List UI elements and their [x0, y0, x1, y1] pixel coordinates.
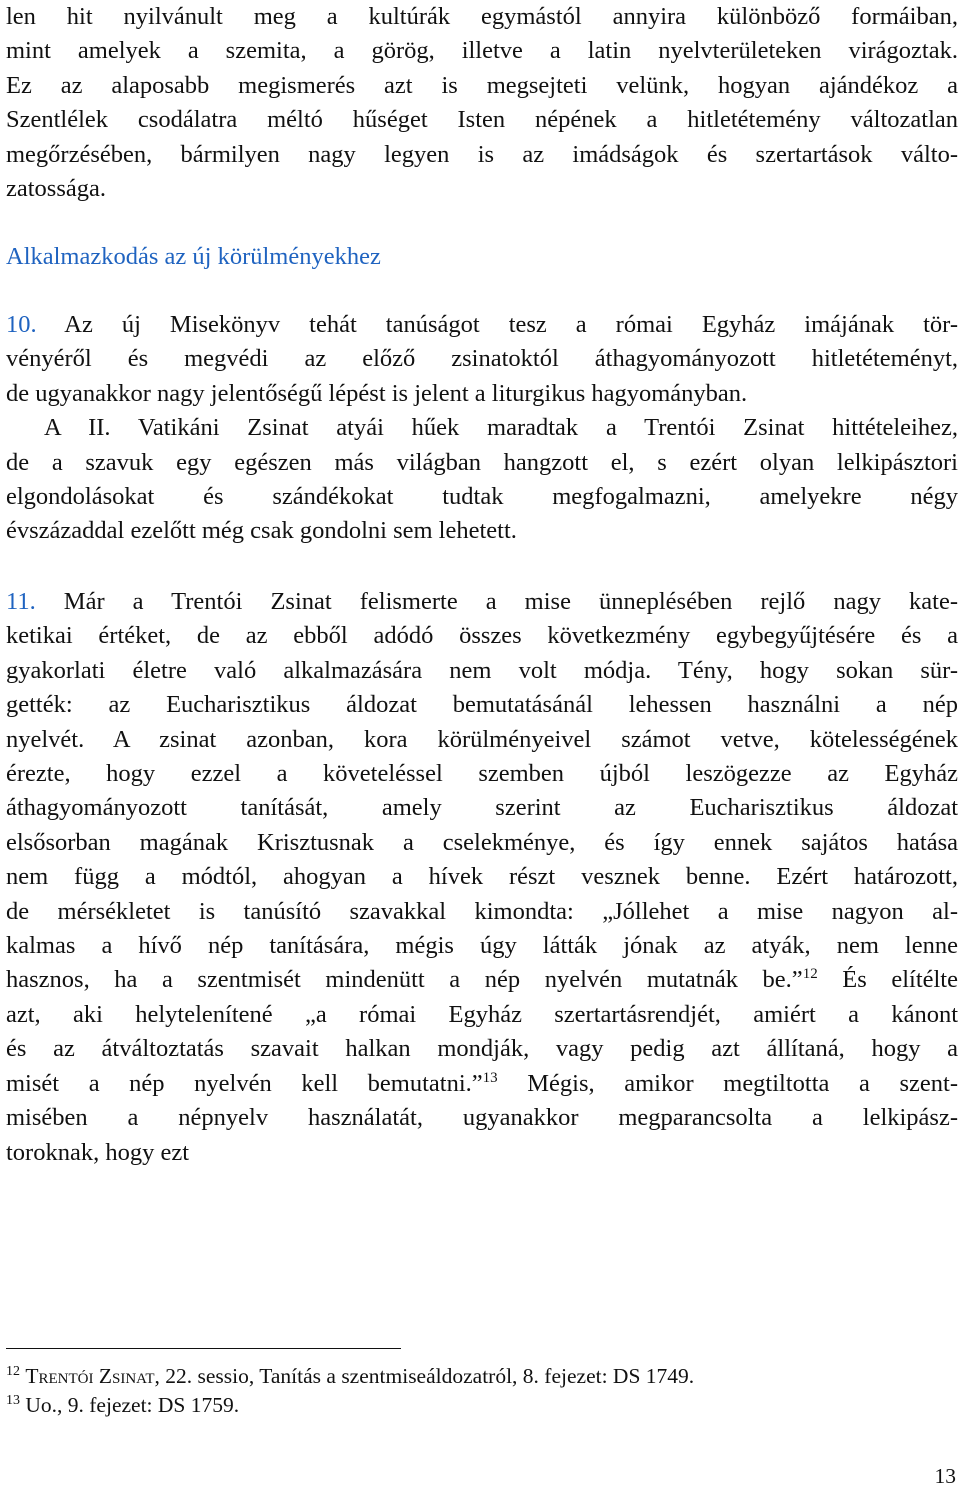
text-line: évszázaddal ezelőtt még csak gondolni sem lehetett.: [6, 517, 517, 545]
text-line: vényéről és megvédi az előző zsinatoktól áthagyományozott hitletéteményt,: [6, 345, 958, 373]
text-line: Ez az alaposabb megismerés azt is megsejteti velünk, hogyan ajándékoz a: [6, 71, 958, 99]
footnote-separator: [6, 1348, 401, 1349]
text-line: 10. Az új Misekönyv tehát tanúságot tesz a római Egyház imájának tör-: [6, 311, 958, 338]
text-line: azt, aki helytelenítené „a római Egyház szertartásrendjét, amiért a kánont: [6, 1000, 958, 1028]
text-line: nyelvét. A zsinat azonban, kora körülményeivel számot vetve, kötelességének: [6, 725, 958, 753]
paragraph-11: [6, 585, 958, 1170]
footnote-ref-13[interactable]: 13: [482, 1069, 498, 1086]
text-line: hasznos, ha a szentmisét mindenütt a nép nyelvén mutatnák be.”$^{12}$ És elítélte: [6, 966, 958, 994]
page-number: 13: [934, 1464, 956, 1488]
text-line: áthagyományozott tanítását, amely szerint az Eucharisztikus áldozat: [6, 794, 958, 822]
footnotes: [6, 1362, 694, 1420]
text-line: megőrzésében, bármilyen nagy legyen is az imádságok és szertartások válto-: [6, 140, 958, 168]
text-line: 11. Már a Trentói Zsinat felismerte a mise ünneplésében rejlő nagy kate-: [6, 588, 958, 615]
text-line: de ugyanakkor nagy jelentőségű lépést is jelent a liturgikus hagyományban.: [6, 379, 748, 407]
footnote-ref-12[interactable]: 12: [802, 966, 818, 983]
text-line: misében a népnyelv használatát, ugyanakkor megparancsolta a lelkipász-: [6, 1104, 958, 1132]
intro-paragraph: [6, 0, 958, 206]
text-line: de mérsékletet is tanúsító szavakkal kimondta: „Jóllehet a mise nagyon al-: [6, 897, 958, 925]
text-line: mint amelyek a szemita, a görög, illetve a latin nyelvterületeken virágoztak.: [6, 37, 958, 65]
text-line: és az átváltoztatás szavait halkan mondják, vagy pedig azt állítaná, hogy a: [6, 1035, 958, 1063]
text-line: elgondolásokat és szándékokat tudtak megfogalmazni, amelyekre négy: [6, 483, 958, 511]
text-line: ketikai értéket, de az ebből adódó összes következmény egybegyűjtésére és a: [6, 622, 958, 650]
text-line: A II. Vatikáni Zsinat atyái hűek maradtak a Trentói Zsinat hittételeihez,: [44, 414, 958, 442]
text-line: nem függ a módtól, ahogyan a hívek részt vesznek benne. Ezért határozott,: [6, 863, 958, 891]
footnote-12: $^{12}$ Trentói Zsinat, 22. sessio, Tanítás a szentmiseáldozatról, 8. fejezet: DS 1749.: [6, 1363, 695, 1388]
text-line: gették: az Eucharisztikus áldozat bemutatásánál lehessen használni a nép: [6, 691, 958, 719]
text-line: érezte, hogy ezzel a követeléssel szemben újból leszögezze az Egyház: [6, 760, 958, 788]
text-line: gyakorlati életre való alkalmazására nem volt módja. Tény, hogy sokan sür-: [6, 656, 958, 684]
text-line: toroknak, hogy ezt: [6, 1138, 190, 1166]
text-line: Szentlélek csodálatra méltó hűséget Isten népének a hitletétemény változatlan: [6, 106, 958, 134]
text-line: de a szavuk egy egészen más világban hangzott el, s ezért olyan lelkipásztori: [6, 448, 958, 476]
footnote-13: $^{13}$ Uo., 9. fejezet: DS 1759.: [6, 1392, 240, 1417]
text-line: zatossága.: [6, 175, 106, 203]
text-line: misét a nép nyelvén kell bemutatni.”$^{13}$ Mégis, amikor megtiltotta a szent-: [6, 1069, 958, 1097]
text-line: len hit nyilvánult meg a kultúrák egymástól annyira különböző formáiban,: [6, 3, 958, 30]
text-line: kalmas a hívő nép tanítására, mégis úgy látták jónak az atyák, nem lenne: [6, 932, 958, 960]
text-line: elsősorban magának Krisztusnak a cselekménye, és így ennek sajátos hatása: [6, 828, 958, 856]
section-heading: Alkalmazkodás az új körülményekhez: [6, 243, 381, 270]
paragraph-10: [6, 308, 958, 549]
paragraph-number: 10.: [6, 311, 37, 338]
paragraph-number: 11.: [6, 588, 36, 615]
